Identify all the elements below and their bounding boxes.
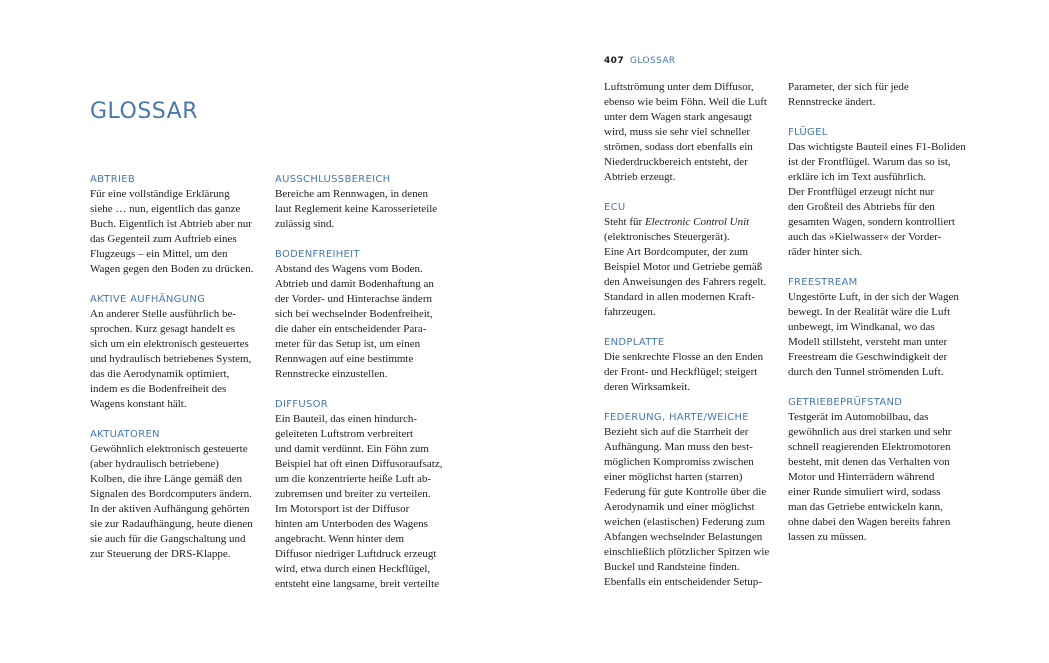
definition-line: Federung für gute Kontrolle über die xyxy=(604,486,767,498)
entry-spacer xyxy=(275,382,447,397)
glossary-entry xyxy=(90,427,262,562)
glossary-entry xyxy=(275,247,447,382)
entry-spacer xyxy=(604,395,776,410)
definition-line: Motor und Hinterrädern während xyxy=(788,471,935,483)
definition-line: Wagens konstant hält. xyxy=(90,398,187,410)
definition-line: Signalen des Bordcomputers ändern. xyxy=(90,488,252,500)
glossary-term: AKTUATOREN xyxy=(90,429,160,440)
page-title: GLOSSAR xyxy=(90,99,199,124)
definition-line: Wagen gegen den Boden zu drücken. xyxy=(90,263,254,275)
definition-line: sich um ein elektronisch gesteuertes xyxy=(90,338,249,350)
definition-line: Ebenfalls ein entscheidender Setup- xyxy=(604,576,762,588)
definition-line: Steht für Electronic Control Unit xyxy=(604,216,750,228)
definition-line: den Anweisungen des Fahrers regelt. xyxy=(604,276,767,288)
definition-line: angebracht. Wenn hinter dem xyxy=(275,533,405,545)
definition-line: bewegt. In der Realität wäre die Luft xyxy=(788,306,951,318)
definition-line: strömen, sodass dort ebenfalls ein xyxy=(604,141,753,153)
definition-line: Aerodynamik und einer möglichst xyxy=(604,501,755,513)
glossary-term: GETRIEBEPRÜFSTAND xyxy=(788,397,903,408)
definition-line: um die konzentrierte heiße Luft ab- xyxy=(275,473,432,485)
definition-line: Ein Bauteil, das einen hindurch- xyxy=(275,413,418,425)
definition-line: zur Steuerung der DRS-Klappe. xyxy=(90,548,231,560)
definition-line: weichen (elastischen) Federung zum xyxy=(604,516,765,528)
definition-line: Testgerät im Automobilbau, das xyxy=(788,411,929,423)
definition-line: Standard in allen modernen Kraft- xyxy=(604,291,755,303)
definition-line: meter für das Setup ist, um einen xyxy=(275,338,421,350)
definition-line: Für eine vollständige Erklärung xyxy=(90,188,230,200)
definition-line: möglichen Kompromiss zwischen xyxy=(604,456,754,468)
definition-line: der Vorder- und Hinterachse ändern xyxy=(275,293,432,305)
definition-line: Parameter, der sich für jede xyxy=(788,81,909,93)
glossary-term: BODENFREIHEIT xyxy=(275,249,360,260)
glossary-column-3 xyxy=(604,80,776,590)
definition-line: Abtrieb und damit Bodenhaftung an xyxy=(275,278,434,290)
definition-line: zubremsen und breiter zu verteilen. xyxy=(275,488,431,500)
definition-line: (aber hydraulisch betriebene) xyxy=(90,458,219,470)
definition-line: Abtrieb erzeugt. xyxy=(604,171,676,183)
definition-line: durch den Tunnel strömenden Luft. xyxy=(788,366,944,378)
glossary-entry xyxy=(788,275,960,380)
definition-line: (elektronisches Steuergerät). xyxy=(604,231,730,243)
definition-line: den Großteil des Abtriebs für den xyxy=(788,201,935,213)
glossary-term: FEDERUNG, HARTE/WEICHE xyxy=(604,412,749,423)
definition-line: gesamten Wagen, sondern kontrolliert xyxy=(788,216,955,228)
definition-line: laut Reglement keine Karosserieteile xyxy=(275,203,438,215)
definition-line: Bereiche am Rennwagen, in denen xyxy=(275,188,429,200)
entry-spacer xyxy=(90,277,262,292)
definition-line: Der Frontflügel erzeugt nicht nur xyxy=(788,186,935,198)
definition-line: das Gegenteil zum Auftrieb eines xyxy=(90,233,237,245)
definition-line: das die Aerodynamik optimiert, xyxy=(90,368,230,380)
definition-line: Freestream die Geschwindigkeit der xyxy=(788,351,948,363)
definition-line: Abfangen wechselnder Belastungen xyxy=(604,531,763,543)
definition-line: In der aktiven Aufhängung gehörten xyxy=(90,503,250,515)
glossary-term: AKTIVE AUFHÄNGUNG xyxy=(90,294,206,305)
definition-line: Eine Art Bordcomputer, der zum xyxy=(604,246,749,258)
definition-line: lassen zu müssen. xyxy=(788,531,867,543)
definition-line: zulässig sind. xyxy=(275,218,335,230)
definition-line: Rennstrecke einzustellen. xyxy=(275,368,388,380)
definition-line: ist der Frontflügel. Warum das so ist, xyxy=(788,156,951,168)
glossary-term: AUSSCHLUSSBEREICH xyxy=(275,174,391,185)
definition-line: Beispiel hat oft einen Diffusoraufsatz, xyxy=(275,458,443,470)
glossary-entry xyxy=(788,80,960,110)
definition-line: einer möglichst harten (starren) xyxy=(604,471,743,483)
definition-line: sprochen. Kurz gesagt handelt es xyxy=(90,323,236,335)
definition-line: die daher ein entscheidender Para- xyxy=(275,323,427,335)
definition-line: erkläre ich im Text ausführlich. xyxy=(788,171,927,183)
definition-line: indem es die Bodenfreiheit des xyxy=(90,383,227,395)
definition-line: fahrzeugen. xyxy=(604,306,656,318)
glossary-entry xyxy=(604,200,776,320)
entry-spacer xyxy=(788,110,960,125)
definition-line: ohne dabei den Wagen bereits fahren xyxy=(788,516,951,528)
definition-line: einer Runde simuliert wird, sodass xyxy=(788,486,941,498)
definition-line: Die senkrechte Flosse an den Enden xyxy=(604,351,764,363)
definition-line: deren Wirksamkeit. xyxy=(604,381,691,393)
glossary-entry xyxy=(275,397,447,592)
glossary-term: FREESTREAM xyxy=(788,277,858,288)
definition-line: und damit verdünnt. Ein Föhn zum xyxy=(275,443,429,455)
definition-line: wird, etwa durch einen Heckflügel, xyxy=(275,563,431,575)
glossary-entry xyxy=(275,172,447,232)
glossary-term: ABTRIEB xyxy=(90,174,135,185)
entry-spacer xyxy=(604,320,776,335)
glossary-entry xyxy=(604,410,776,590)
definition-line: An anderer Stelle ausführlich be- xyxy=(90,308,236,320)
definition-line: wird, muss sie sehr viel schneller xyxy=(604,126,751,138)
definition-line: Bezieht sich auf die Starrheit der xyxy=(604,426,749,438)
running-head-title: GLOSSAR xyxy=(630,56,676,66)
glossary-entry xyxy=(604,335,776,395)
entry-spacer xyxy=(788,260,960,275)
definition-line: Diffusor niedriger Luftdruck erzeugt xyxy=(275,548,437,560)
entry-spacer xyxy=(788,380,960,395)
definition-line: räder hinter sich. xyxy=(788,246,863,258)
definition-line: Ungestörte Luft, in der sich der Wagen xyxy=(788,291,959,303)
glossary-column-2 xyxy=(275,172,447,592)
definition-line: Abstand des Wagens vom Boden. xyxy=(275,263,423,275)
definition-line: sie auch für die Gangschaltung und xyxy=(90,533,246,545)
entry-spacer xyxy=(604,185,776,200)
definition-line: Modell stillsteht, versteht man unter xyxy=(788,336,948,348)
definition-line: Buch. Eigentlich ist Abtrieb aber nur xyxy=(90,218,252,230)
definition-line: unbewegt, im Windkanal, wo das xyxy=(788,321,935,333)
definition-line: Kolben, die ihre Länge gemäß den xyxy=(90,473,243,485)
definition-line: geleiteten Luftstrom verbreitert xyxy=(275,428,414,440)
definition-line: Rennstrecke ändert. xyxy=(788,96,876,108)
definition-line: ebenso wie beim Föhn. Weil die Luft xyxy=(604,96,767,108)
definition-line: und hydraulisch betriebenes System, xyxy=(90,353,252,365)
definition-line: schnell reagierenden Elektromotoren xyxy=(788,441,951,453)
entry-spacer xyxy=(275,232,447,247)
definition-line: der Front- und Heckflügel; steigert xyxy=(604,366,758,378)
glossary-term: FLÜGEL xyxy=(788,127,828,138)
definition-line: Gewöhnlich elektronisch gesteuerte xyxy=(90,443,248,455)
definition-line: Flugzeugs – ein Mittel, um den xyxy=(90,248,228,260)
definition-line: gewöhnlich aus drei starken und sehr xyxy=(788,426,952,438)
definition-line: Rennwagen auf eine bestimmte xyxy=(275,353,414,365)
entry-spacer xyxy=(90,412,262,427)
glossary-term: DIFFUSOR xyxy=(275,399,329,410)
definition-line: Das wichtigste Bauteil eines F1-Boliden xyxy=(788,141,966,153)
running-head xyxy=(604,56,676,66)
glossary-entry xyxy=(788,395,960,545)
definition-line: Aufhängung. Man muss den best- xyxy=(604,441,753,453)
definition-line: sie zur Radaufhängung, heute dienen xyxy=(90,518,253,530)
definition-line: hinten am Unterboden des Wagens xyxy=(275,518,428,530)
definition-line: Buckel und Randsteine finden. xyxy=(604,561,740,573)
definition-line: Niederdruckbereich entsteht, der xyxy=(604,156,748,168)
glossary-term: ECU xyxy=(604,202,626,213)
glossary-entry xyxy=(604,80,776,185)
definition-line: besteht, mit denen das Verhalten von xyxy=(788,456,950,468)
glossary-entry xyxy=(90,292,262,412)
definition-line: Luftströmung unter dem Diffusor, xyxy=(604,81,754,93)
definition-line: Beispiel Motor und Getriebe gemäß xyxy=(604,261,763,273)
definition-line: entsteht eine langsame, breit verteilte xyxy=(275,578,440,590)
definition-line: unter dem Wagen stark angesaugt xyxy=(604,111,752,123)
glossary-entry xyxy=(788,125,966,260)
glossary-column-4 xyxy=(788,80,966,545)
definition-line: man das Getriebe entwickeln kann, xyxy=(788,501,943,513)
definition-line: einschließlich plötzlicher Spitzen wie xyxy=(604,546,770,558)
glossary-column-1 xyxy=(90,172,262,562)
definition-line: auch das »Kielwasser« der Vorder- xyxy=(788,231,942,243)
page-number: 407 xyxy=(604,56,624,66)
definition-line: sich bei wechselnder Bodenfreiheit, xyxy=(275,308,433,320)
definition-line: Im Motorsport ist der Diffusor xyxy=(275,503,410,515)
definition-line: siehe … nun, eigentlich das ganze xyxy=(90,203,241,215)
glossary-entry xyxy=(90,172,262,277)
glossary-term: ENDPLATTE xyxy=(604,337,665,348)
